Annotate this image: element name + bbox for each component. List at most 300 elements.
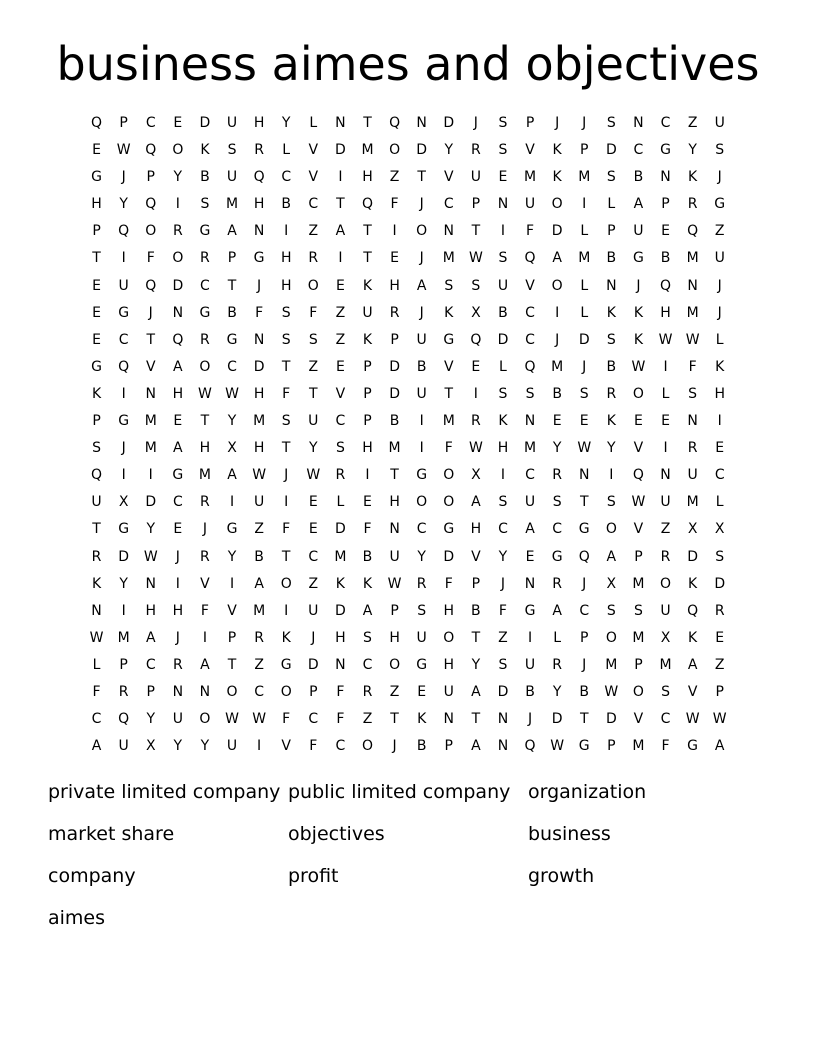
grid-letter: K xyxy=(200,142,210,159)
grid-letter: H xyxy=(362,169,373,186)
grid-letter: A xyxy=(471,683,481,700)
grid-letter: O xyxy=(226,683,238,700)
grid-letter: O xyxy=(605,521,617,538)
grid-letter: K xyxy=(688,575,698,592)
grid-letter: W xyxy=(468,250,483,267)
grid-letter: A xyxy=(606,548,617,565)
grid-letter: K xyxy=(552,169,562,186)
grid-letter: N xyxy=(253,331,265,348)
grid-letter: A xyxy=(552,250,562,267)
grid-letter: M xyxy=(117,629,130,646)
grid-letter: R xyxy=(687,196,698,213)
grid-letter: I xyxy=(202,629,207,646)
grid-letter: F xyxy=(688,358,697,375)
grid-letter: V xyxy=(687,683,698,700)
grid-letter: G xyxy=(118,413,130,430)
grid-letter: N xyxy=(497,711,509,728)
grid-letter: S xyxy=(498,250,508,267)
grid-letter: F xyxy=(336,683,345,700)
grid-letter: E xyxy=(363,494,372,511)
grid-letter: X xyxy=(660,629,671,646)
grid-letter: E xyxy=(715,629,725,646)
grid-letter: C xyxy=(552,521,563,538)
grid-letter: J xyxy=(555,115,560,131)
grid-letter: U xyxy=(226,738,238,755)
grid-letter: T xyxy=(417,169,426,186)
grid-letter: W xyxy=(685,711,700,728)
grid-letter: T xyxy=(471,711,481,728)
grid-letter: H xyxy=(280,277,292,294)
grid-letter: R xyxy=(552,467,562,484)
grid-letter: J xyxy=(121,169,126,186)
grid-letter: S xyxy=(552,494,562,511)
grid-letter: T xyxy=(281,440,291,457)
grid-letter: W xyxy=(116,142,131,159)
grid-letter: Q xyxy=(361,196,373,213)
grid-letter: Q xyxy=(91,467,103,484)
grid-letter: G xyxy=(280,656,292,673)
grid-letter: A xyxy=(471,738,481,755)
grid-letter: F xyxy=(309,738,318,755)
grid-letter: X xyxy=(227,440,237,457)
grid-letter: S xyxy=(363,629,372,646)
grid-letter: D xyxy=(335,602,346,619)
grid-letter: H xyxy=(497,440,509,457)
grid-letter: P xyxy=(661,196,670,213)
grid-letter: O xyxy=(632,385,644,402)
grid-letter: R xyxy=(308,250,319,267)
word-list xyxy=(48,778,768,946)
grid-letter: K xyxy=(362,575,373,592)
grid-letter: J xyxy=(582,358,587,375)
grid-letter: E xyxy=(92,142,101,159)
grid-letter: S xyxy=(498,656,508,673)
grid-letter: U xyxy=(497,277,509,294)
grid-letter: P xyxy=(119,115,128,131)
word-list-item: company xyxy=(48,865,136,887)
grid-letter: H xyxy=(389,277,400,294)
grid-letter: B xyxy=(525,683,535,700)
grid-letter: M xyxy=(632,738,645,755)
grid-letter: P xyxy=(146,169,155,186)
grid-letter: G xyxy=(226,331,238,348)
grid-letter: E xyxy=(715,440,725,457)
grid-letter: N xyxy=(660,467,671,484)
grid-letter: I xyxy=(284,602,289,619)
grid-letter: X xyxy=(145,738,156,755)
grid-letter: N xyxy=(687,413,698,430)
grid-letter: X xyxy=(606,575,617,592)
grid-letter: K xyxy=(281,629,291,646)
grid-letter: A xyxy=(362,602,373,619)
grid-letter: P xyxy=(607,223,616,240)
grid-letter: B xyxy=(254,548,264,565)
grid-letter: M xyxy=(686,494,699,511)
grid-letter: S xyxy=(606,331,616,348)
grid-letter: E xyxy=(633,413,643,430)
grid-letter: Z xyxy=(362,711,373,728)
grid-letter: N xyxy=(660,169,671,186)
grid-letter: M xyxy=(659,656,672,673)
grid-letter: S xyxy=(498,494,508,511)
grid-letter: D xyxy=(687,548,698,565)
grid-letter: D xyxy=(335,521,346,538)
grid-letter: Q xyxy=(687,223,699,240)
grid-letter: P xyxy=(390,331,399,348)
grid-letter: F xyxy=(661,738,670,755)
grid-letter: N xyxy=(91,602,102,619)
grid-letter: O xyxy=(551,196,563,213)
grid-letter: P xyxy=(119,656,128,673)
grid-letter: C xyxy=(91,711,102,728)
grid-letter: I xyxy=(473,385,478,402)
grid-letter: A xyxy=(552,602,562,619)
grid-letter: H xyxy=(443,656,455,673)
grid-letter: U xyxy=(633,223,644,240)
grid-letter: V xyxy=(525,142,535,159)
grid-letter: Q xyxy=(145,196,157,213)
grid-letter: H xyxy=(91,196,102,213)
grid-letter: N xyxy=(145,385,156,402)
grid-letter: B xyxy=(471,602,481,619)
grid-letter: V xyxy=(525,277,535,294)
grid-letter: C xyxy=(254,683,264,700)
grid-letter: A xyxy=(227,467,237,484)
grid-letter: E xyxy=(579,413,589,430)
grid-letter: O xyxy=(145,223,157,240)
grid-letter: F xyxy=(255,304,264,321)
grid-letter: Z xyxy=(687,115,698,131)
word-list-item: profit xyxy=(288,865,339,887)
grid-letter: L xyxy=(309,115,318,131)
grid-letter: S xyxy=(444,277,454,294)
grid-letter: E xyxy=(525,548,535,565)
grid-letter: N xyxy=(443,223,454,240)
grid-letter: E xyxy=(661,413,670,430)
grid-letter: M xyxy=(334,548,347,565)
puzzle-title: business aimes and objectives xyxy=(56,37,760,91)
grid-letter: I xyxy=(284,494,289,511)
grid-letter: R xyxy=(362,683,373,700)
grid-letter: J xyxy=(121,440,126,457)
grid-letter: N xyxy=(606,277,617,294)
grid-letter: P xyxy=(363,413,372,430)
grid-letter: P xyxy=(444,738,453,755)
grid-letter: R xyxy=(91,548,102,565)
grid-letter: D xyxy=(605,142,617,159)
grid-letter: J xyxy=(419,196,424,213)
grid-letter: B xyxy=(416,738,427,755)
grid-letter: J xyxy=(717,277,722,294)
grid-letter: I xyxy=(392,223,397,240)
grid-letter: N xyxy=(253,223,265,240)
grid-letter: E xyxy=(308,521,318,538)
grid-letter: L xyxy=(499,358,507,375)
grid-letter: N xyxy=(172,304,184,321)
grid-letter: Y xyxy=(146,711,156,728)
grid-letter: Z xyxy=(498,629,508,646)
grid-letter: J xyxy=(175,548,180,565)
grid-letter: D xyxy=(172,277,184,294)
grid-letter: P xyxy=(580,142,589,159)
grid-letter: U xyxy=(660,494,671,511)
grid-letter: V xyxy=(443,169,454,186)
grid-letter: M xyxy=(198,467,211,484)
grid-letter: D xyxy=(578,331,590,348)
grid-letter: C xyxy=(660,711,671,728)
grid-letter: Q xyxy=(91,115,103,131)
word-list-item: private limited company xyxy=(48,781,281,803)
grid-letter: L xyxy=(282,142,291,159)
grid-letter: I xyxy=(717,413,722,430)
grid-letter: E xyxy=(92,304,101,321)
grid-letter: R xyxy=(200,331,210,348)
grid-letter: F xyxy=(200,602,209,619)
grid-letter: R xyxy=(470,413,481,430)
grid-letter: I xyxy=(338,169,343,186)
grid-letter: S xyxy=(281,413,291,430)
grid-letter: K xyxy=(606,413,616,430)
grid-letter: B xyxy=(579,683,590,700)
grid-letter: W xyxy=(252,711,267,728)
grid-letter: Y xyxy=(471,656,481,673)
grid-letter: W xyxy=(225,711,239,728)
grid-letter: D xyxy=(443,115,455,131)
grid-letter: R xyxy=(200,548,210,565)
grid-letter: L xyxy=(580,223,589,240)
grid-letter: N xyxy=(524,413,536,430)
grid-letter: U xyxy=(253,494,265,511)
grid-letter: C xyxy=(145,115,156,131)
grid-letter: W xyxy=(306,467,321,484)
grid-letter: N xyxy=(443,711,454,728)
grid-letter: G xyxy=(172,467,184,484)
grid-letter: P xyxy=(525,115,535,131)
grid-letter: O xyxy=(443,467,455,484)
grid-letter: Y xyxy=(227,548,237,565)
grid-letter: A xyxy=(416,277,427,294)
grid-letter: O xyxy=(443,494,455,511)
grid-letter: T xyxy=(363,223,372,240)
grid-letter: D xyxy=(335,142,346,159)
grid-letter: U xyxy=(389,548,400,565)
grid-letter: N xyxy=(633,115,644,131)
grid-letter: X xyxy=(471,304,481,321)
grid-letter: M xyxy=(253,602,266,619)
grid-letter: G xyxy=(524,602,536,619)
grid-letter: V xyxy=(308,169,319,186)
grid-letter: U xyxy=(416,385,427,402)
grid-letter: Q xyxy=(524,250,536,267)
word-list-item: organization xyxy=(528,781,647,803)
grid-letter: I xyxy=(257,738,262,755)
grid-letter: S xyxy=(606,494,616,511)
grid-letter: V xyxy=(145,358,156,375)
grid-letter: R xyxy=(172,223,183,240)
grid-letter: I xyxy=(663,358,668,375)
grid-letter: N xyxy=(335,656,346,673)
grid-letter: Z xyxy=(308,223,319,240)
grid-letter: H xyxy=(280,250,292,267)
grid-letter: J xyxy=(202,521,207,538)
grid-letter: U xyxy=(416,331,427,348)
grid-letter: Z xyxy=(254,656,264,673)
grid-letter: M xyxy=(578,250,591,267)
grid-letter: P xyxy=(471,575,481,592)
grid-letter: S xyxy=(661,683,670,700)
grid-letter: D xyxy=(605,711,617,728)
grid-letter: X xyxy=(687,521,698,538)
grid-letter: U xyxy=(118,738,129,755)
grid-letter: I xyxy=(365,467,370,484)
grid-letter: Y xyxy=(281,115,291,131)
grid-letter: P xyxy=(390,602,399,619)
grid-letter: A xyxy=(525,521,535,538)
grid-letter: Y xyxy=(146,521,156,538)
grid-letter: J xyxy=(284,467,289,484)
grid-letter: L xyxy=(607,196,616,213)
grid-letter: D xyxy=(199,115,211,131)
grid-letter: A xyxy=(145,629,156,646)
grid-letter: T xyxy=(227,656,237,673)
grid-letter: H xyxy=(253,385,265,402)
grid-letter: K xyxy=(417,711,427,728)
grid-letter: R xyxy=(552,575,562,592)
grid-letter: K xyxy=(715,358,725,375)
grid-letter: N xyxy=(335,115,346,131)
grid-letter: W xyxy=(712,711,727,728)
grid-letter: W xyxy=(387,575,402,592)
grid-letter: J xyxy=(500,575,506,592)
grid-letter: J xyxy=(717,304,722,321)
grid-letter: T xyxy=(92,521,101,538)
grid-letter: P xyxy=(92,413,101,430)
grid-letter: C xyxy=(498,521,508,538)
grid-letter: R xyxy=(200,494,210,511)
grid-letter: M xyxy=(442,413,455,430)
grid-letter: R xyxy=(687,440,698,457)
grid-letter: P xyxy=(580,629,589,646)
grid-letter: S xyxy=(579,385,589,402)
grid-letter: A xyxy=(687,656,698,673)
grid-letter: J xyxy=(582,115,587,131)
grid-letter: S xyxy=(417,602,427,619)
grid-letter: H xyxy=(389,494,400,511)
grid-letter: S xyxy=(308,331,318,348)
grid-letter: E xyxy=(417,683,427,700)
grid-letter: T xyxy=(200,413,210,430)
grid-letter: Y xyxy=(173,169,183,186)
grid-letter: G xyxy=(660,142,671,159)
grid-letter: D xyxy=(714,575,726,592)
grid-letter: Y xyxy=(309,440,318,457)
grid-letter: C xyxy=(660,115,671,131)
grid-letter: B xyxy=(227,304,237,321)
grid-letter: K xyxy=(552,142,562,159)
grid-letter: P xyxy=(363,385,372,402)
grid-letter: G xyxy=(91,169,102,186)
grid-letter: C xyxy=(416,521,427,538)
grid-letter: J xyxy=(582,656,587,673)
grid-letter: H xyxy=(172,602,184,619)
grid-letter: L xyxy=(715,494,724,511)
grid-letter: M xyxy=(388,440,401,457)
grid-letter: S xyxy=(498,385,508,402)
grid-letter: M xyxy=(524,169,537,186)
grid-letter: R xyxy=(714,602,725,619)
grid-letter: T xyxy=(471,629,481,646)
grid-letter: R xyxy=(200,250,210,267)
grid-letter: S xyxy=(227,142,237,159)
grid-letter: U xyxy=(470,169,481,186)
grid-letter: H xyxy=(335,629,346,646)
grid-letter: M xyxy=(144,440,157,457)
grid-letter: A xyxy=(335,223,346,240)
grid-letter: W xyxy=(89,629,104,646)
grid-letter: S xyxy=(200,196,210,213)
grid-letter: D xyxy=(416,142,428,159)
grid-letter: L xyxy=(553,629,562,646)
grid-letter: Q xyxy=(118,358,130,375)
grid-letter: H xyxy=(145,602,156,619)
grid-letter: U xyxy=(524,656,536,673)
grid-letter: J xyxy=(527,711,533,728)
grid-letter: M xyxy=(144,413,157,430)
grid-letter: Q xyxy=(660,277,672,294)
grid-letter: F xyxy=(444,575,453,592)
grid-letter: P xyxy=(309,683,318,700)
grid-letter: Q xyxy=(470,331,482,348)
grid-letter: A xyxy=(173,358,183,375)
grid-letter: F xyxy=(498,602,507,619)
grid-letter: F xyxy=(92,683,101,700)
grid-letter: E xyxy=(335,358,345,375)
grid-letter: U xyxy=(91,494,102,511)
grid-letter: G xyxy=(416,467,428,484)
grid-letter: K xyxy=(606,304,616,321)
word-list-item: business xyxy=(528,823,611,845)
grid-letter: O xyxy=(605,629,617,646)
grid-letter: G xyxy=(253,250,265,267)
grid-letter: C xyxy=(335,738,346,755)
grid-letter: I xyxy=(609,467,614,484)
word-list-item: objectives xyxy=(288,823,385,845)
grid-letter: U xyxy=(416,629,427,646)
grid-letter: C xyxy=(308,711,319,728)
grid-letter: F xyxy=(282,521,291,538)
grid-letter: T xyxy=(471,223,481,240)
grid-letter: T xyxy=(281,548,291,565)
grid-letter: N xyxy=(497,738,509,755)
grid-letter: I xyxy=(121,602,126,619)
grid-letter: Q xyxy=(632,467,644,484)
grid-letter: F xyxy=(444,440,453,457)
grid-letter: O xyxy=(443,629,455,646)
grid-letter: E xyxy=(308,494,318,511)
grid-letter: N xyxy=(687,277,698,294)
grid-letter: N xyxy=(578,467,590,484)
grid-letter: G xyxy=(118,521,130,538)
grid-letter: T xyxy=(390,711,399,728)
grid-letter: F xyxy=(390,196,399,213)
grid-letter: I xyxy=(555,304,560,321)
grid-letter: W xyxy=(225,385,239,402)
grid-letter: U xyxy=(524,494,536,511)
grid-letter: M xyxy=(551,358,564,375)
grid-letter: Y xyxy=(688,142,697,159)
grid-letter: Q xyxy=(389,115,401,131)
grid-letter: F xyxy=(363,521,372,538)
